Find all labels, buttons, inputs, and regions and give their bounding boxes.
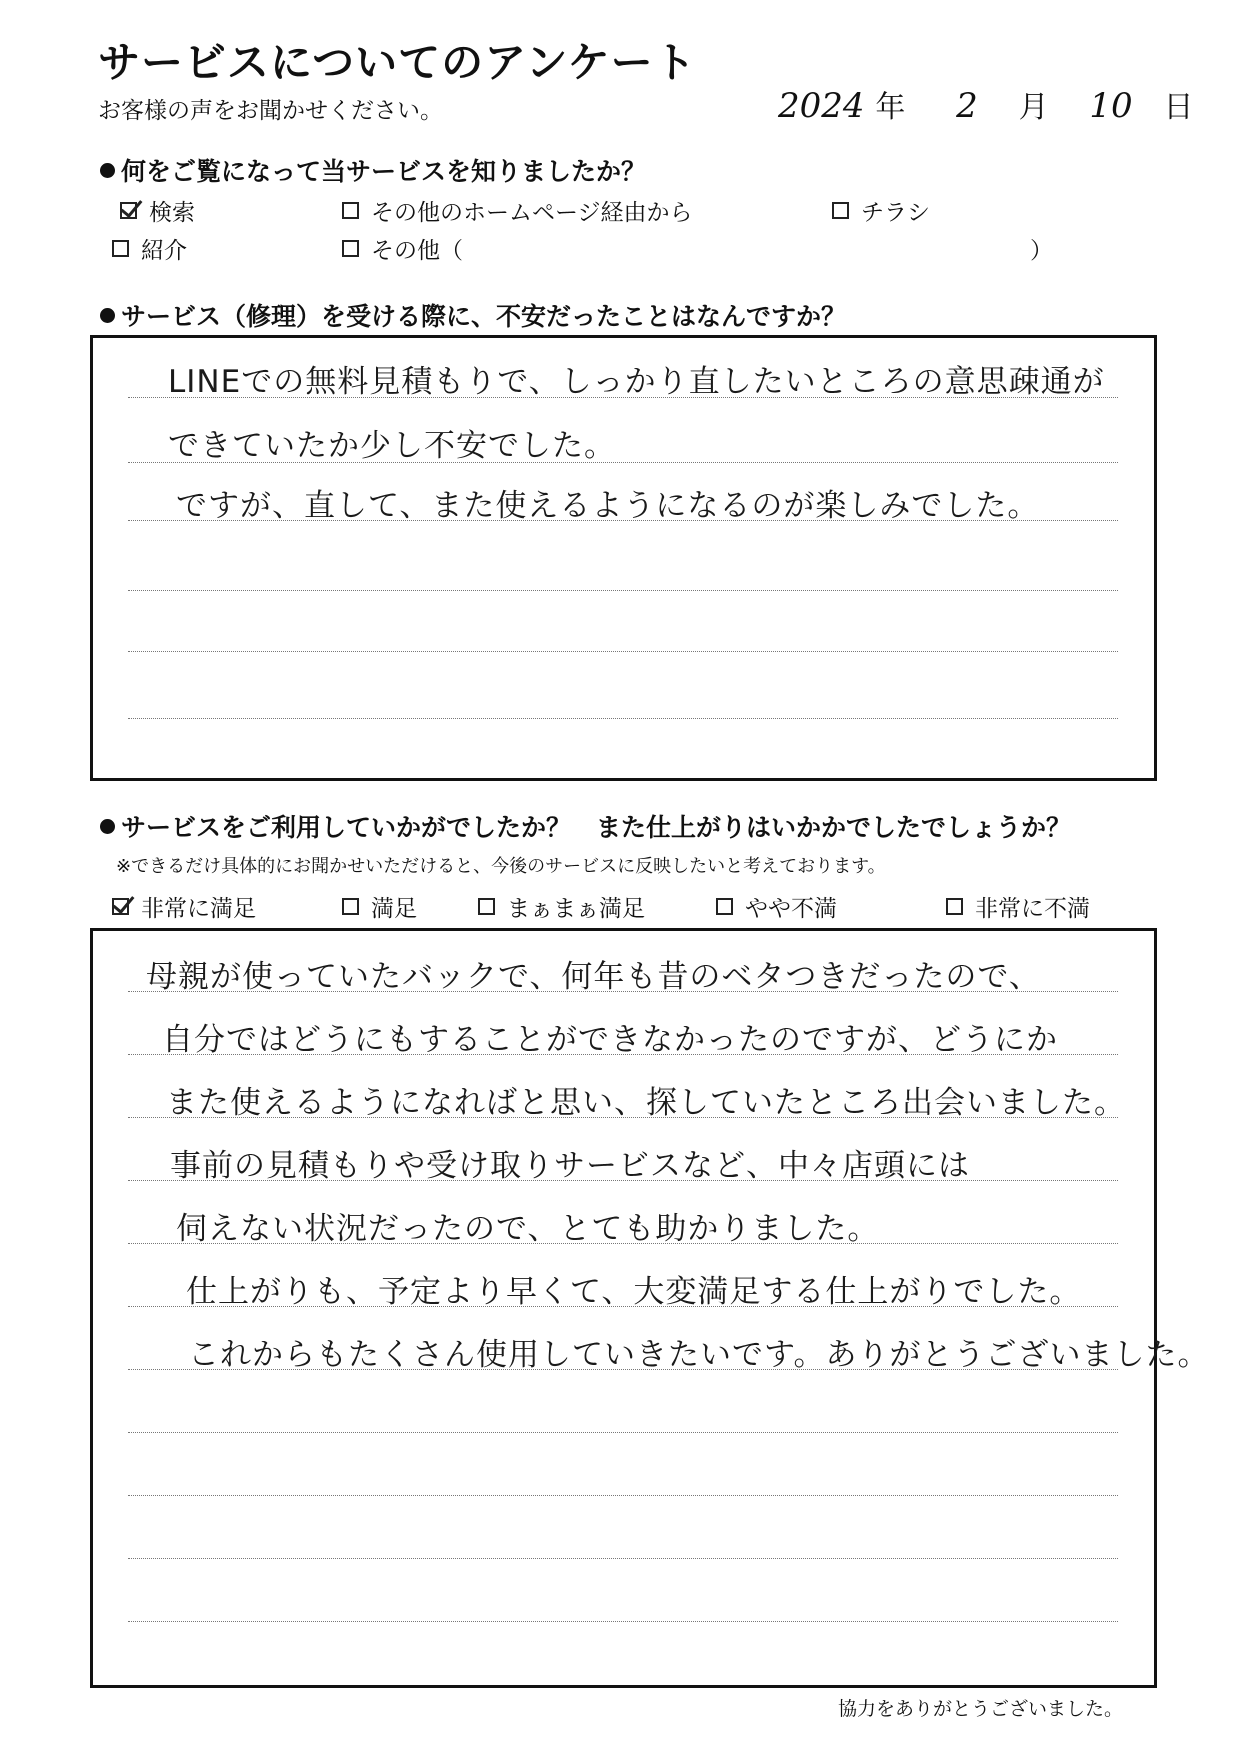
checkbox-icon[interactable] [716, 898, 733, 915]
rule-line [128, 1558, 1118, 1559]
bullet-icon [100, 819, 115, 834]
q2-answer-line: ですが、直して、また使えるようになるのが楽しみでした。 [176, 488, 1040, 524]
date-year: 2024 [778, 86, 865, 126]
q3-rating-very-satisfied[interactable] [112, 890, 256, 923]
q1-option-label: その他（ [371, 238, 463, 264]
q2-answer-line: LINEでの無料見積もりで、しっかり直したいところの意思疎通が [168, 364, 1105, 400]
q3-rating-somewhat-satisfied[interactable] [478, 890, 645, 923]
checkbox-icon[interactable] [832, 202, 849, 219]
checkbox-icon[interactable] [946, 898, 963, 915]
checkbox-checked-icon[interactable] [120, 202, 137, 219]
q3-rating-label: 非常に不満 [975, 896, 1090, 922]
footer-thanks: 協力をありがとうございました。 [838, 1698, 1124, 1720]
bullet-icon [100, 163, 115, 178]
q3-answer-line: 自分ではどうにもすることができなかったのですが、どうにか [162, 1022, 1058, 1058]
q3-answer-line: 伺えない状況だったので、とても助かりました。 [176, 1211, 880, 1247]
date-year-unit: 年 [875, 90, 906, 125]
q1-option-referral[interactable] [112, 232, 187, 265]
q1-option-other-homepage[interactable] [342, 194, 693, 227]
page-title: サービスについてのアンケート [98, 38, 697, 87]
q1-heading [100, 152, 646, 188]
q2-heading-text: サービス（修理）を受ける際に、不安だったことはなんですか？ [121, 302, 847, 331]
checkbox-icon[interactable] [342, 202, 359, 219]
q3-answer-line: また使えるようになればと思い、探していたところ出会いました。 [166, 1085, 1126, 1121]
q2-heading [100, 297, 846, 333]
q1-option-label: その他のホームページ経由から [371, 200, 693, 226]
q3-rating-label: まぁまぁ満足 [507, 896, 645, 922]
checkbox-icon[interactable] [112, 240, 129, 257]
q1-option-flyer[interactable] [832, 194, 930, 227]
q3-rating-very-dissatisfied[interactable] [946, 890, 1090, 923]
q3-answer-line: 事前の見積もりや受け取りサービスなど、中々店頭には [170, 1148, 970, 1184]
date-month-unit: 月 [1018, 90, 1049, 125]
q1-option-other[interactable] [342, 232, 463, 265]
q3-rating-label: やや不満 [745, 896, 837, 922]
page-subtitle: お客様の声をお聞かせください。 [98, 98, 443, 124]
rule-line [128, 1621, 1118, 1622]
date-day: 10 [1089, 86, 1133, 126]
bullet-icon [100, 308, 115, 323]
q3-answer-line: これからもたくさん使用していきたいです。ありがとうございました。 [188, 1337, 1210, 1373]
checkbox-checked-icon[interactable] [112, 898, 129, 915]
q3-answer-line: 仕上がりも、予定より早くて、大変満足する仕上がりでした。 [186, 1274, 1082, 1310]
q1-option-search[interactable] [120, 194, 195, 227]
q1-other-close-paren: ） [1030, 238, 1053, 264]
checkbox-icon[interactable] [478, 898, 495, 915]
date-line [778, 82, 1194, 126]
q3-answer-line: 母親が使っていたバックで、何年も昔のベタつきだったので、 [146, 959, 1041, 995]
q3-rating-somewhat-dissatisfied[interactable] [716, 890, 837, 923]
q1-option-label: 検索 [149, 200, 195, 226]
rule-line [128, 590, 1118, 591]
q2-answer-box[interactable] [90, 335, 1157, 781]
date-day-unit: 日 [1163, 90, 1194, 125]
rule-line [128, 1432, 1118, 1433]
q1-heading-text: 何をご覧になって当サービスを知りましたか？ [121, 157, 647, 186]
rule-line [128, 651, 1118, 652]
q3-heading [100, 808, 1071, 844]
q1-option-label: チラシ [861, 200, 930, 226]
checkbox-icon[interactable] [342, 240, 359, 257]
rule-line [128, 1495, 1118, 1496]
date-month: 2 [956, 86, 978, 126]
q3-heading-text: サービスをご利用していかがでしたか？ また仕上がりはいかかでしたでしょうか？ [121, 813, 1072, 842]
q1-option-label: 紹介 [141, 238, 187, 264]
q2-answer-line: できていたか少し不安でした。 [168, 428, 616, 464]
q3-rating-satisfied[interactable] [342, 890, 417, 923]
rule-line [128, 718, 1118, 719]
q3-rating-label: 非常に満足 [141, 896, 256, 922]
checkbox-icon[interactable] [342, 898, 359, 915]
q3-rating-label: 満足 [371, 896, 417, 922]
q3-note: ※できるだけ具体的にお聞かせいただけると、今後のサービスに反映したいと考えております。 [116, 856, 886, 877]
